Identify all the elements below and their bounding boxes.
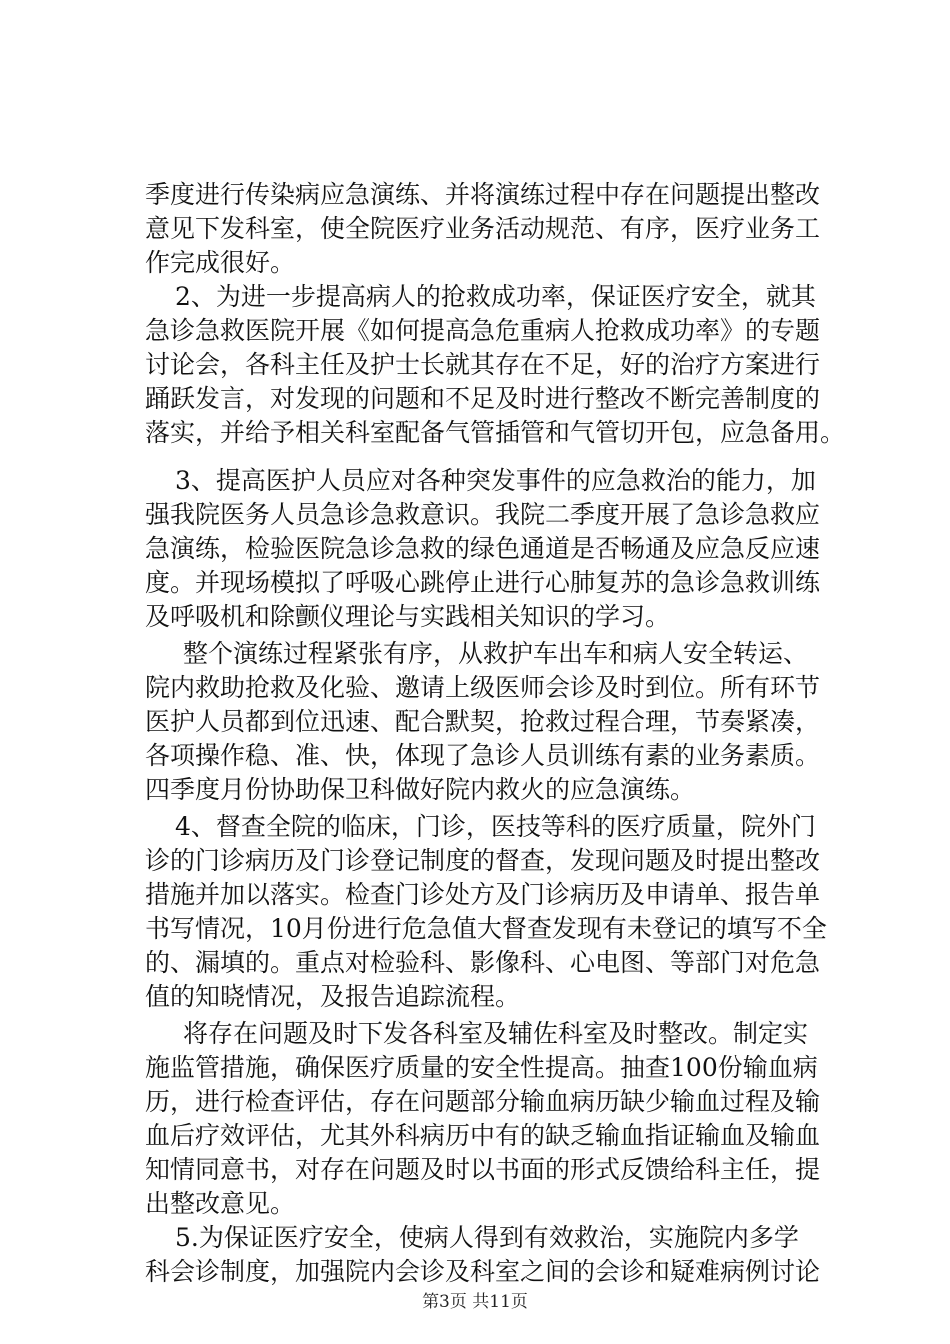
text-line: 出整改意见。 (145, 1189, 296, 1218)
text-line: 四季度月份协助保卫科做好院内救火的应急演练。 (145, 775, 696, 804)
text-line: 踊跃发言，对发现的问题和不足及时进行整改不断完善制度的 (145, 384, 821, 413)
text-line: 3、提高医护人员应对各种突发事件的应急救治的能力，加 (175, 466, 816, 495)
text-line: 讨论会，各科主任及护士长就其存在不足，好的治疗方案进行 (145, 350, 821, 379)
text-line: 历，进行检查评估，存在问题部分输血病历缺少输血过程及输 (145, 1087, 821, 1116)
text-line: 诊的门诊病历及门诊登记制度的督查，发现问题及时提出整改 (145, 846, 821, 875)
text-line: 作完成很好。 (145, 248, 296, 277)
text-line: 5.为保证医疗安全，使病人得到有效救治，实施院内多学 (175, 1223, 799, 1252)
text-line: 知情同意书，对存在问题及时以书面的形式反馈给科主任，提 (145, 1155, 821, 1184)
page-footer: 第3页 共11页 (422, 1292, 528, 1312)
text-line: 各项操作稳、准、快，体现了急诊人员训练有素的业务素质。 (145, 741, 821, 770)
text-line: 季度进行传染病应急演练、并将演练过程中存在问题提出整改 (145, 180, 821, 209)
text-line: 落实，并给予相关科室配备气管插管和气管切开包，应急备用。 (145, 418, 846, 447)
text-line: 的、漏填的。重点对检验科、影像科、心电图、等部门对危急 (145, 948, 821, 977)
text-line: 强我院医务人员急诊急救意识。我院二季度开展了急诊急救应 (145, 500, 821, 529)
text-line: 书写情况，10月份进行危急值大督查发现有未登记的填写不全 (145, 914, 827, 943)
text-line: 院内救助抢救及化验、邀请上级医师会诊及时到位。所有环节 (145, 673, 821, 702)
text-line: 医护人员都到位迅速、配合默契，抢救过程合理，节奏紧凑， (145, 707, 821, 736)
text-line: 措施并加以落实。检查门诊处方及门诊病历及申请单、报告单 (145, 880, 821, 909)
text-line: 2、为进一步提高病人的抢救成功率，保证医疗安全，就其 (175, 282, 816, 311)
text-line: 度。并现场模拟了呼吸心跳停止进行心肺复苏的急诊急救训练 (145, 568, 821, 597)
text-line: 施监管措施，确保医疗质量的安全性提高。抽查100份输血病 (145, 1053, 818, 1082)
text-line: 及呼吸机和除颤仪理论与实践相关知识的学习。 (145, 602, 671, 631)
text-line: 科会诊制度，加强院内会诊及科室之间的会诊和疑难病例讨论 (145, 1257, 821, 1286)
text-line: 整个演练过程紧张有序，从救护车出车和病人安全转运、 (183, 639, 809, 668)
text-line: 值的知晓情况，及报告追踪流程。 (145, 982, 521, 1011)
text-line: 4、督查全院的临床，门诊，医技等科的医疗质量，院外门 (175, 812, 816, 841)
text-line: 意见下发科室，使全院医疗业务活动规范、有序，医疗业务工 (145, 214, 821, 243)
text-line: 将存在问题及时下发各科室及辅佐科室及时整改。制定实 (183, 1019, 809, 1048)
text-line: 急演练，检验医院急诊急救的绿色通道是否畅通及应急反应速 (145, 534, 821, 563)
text-line: 血后疗效评估，尤其外科病历中有的缺乏输血指证输血及输血 (145, 1121, 821, 1150)
text-line: 急诊急救医院开展《如何提高急危重病人抢救成功率》的专题 (145, 316, 821, 345)
